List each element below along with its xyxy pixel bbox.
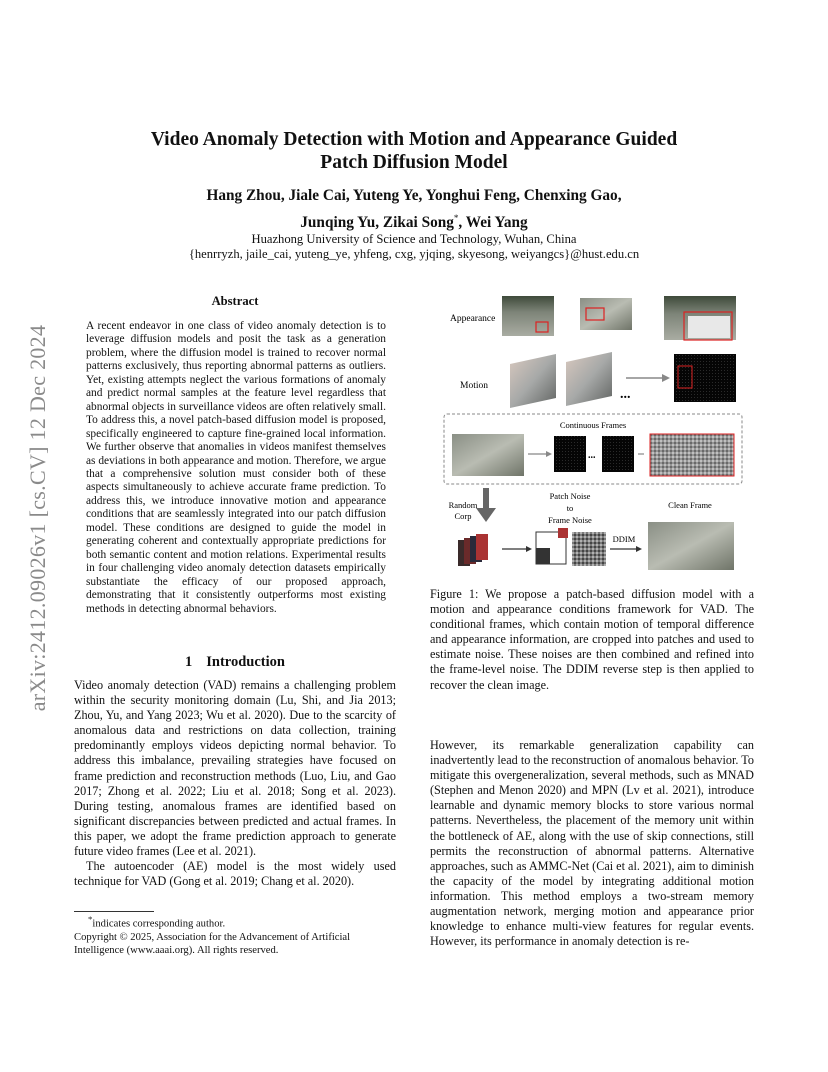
figure-1: [430, 286, 754, 582]
footnote-rule: [74, 911, 154, 912]
patch-grid-dark: [536, 548, 550, 564]
random-crop-label-1: Random: [448, 500, 478, 510]
author-list: [0, 185, 828, 234]
random-crop-label-2: Corp: [454, 511, 472, 521]
motion-ellipsis: ...: [620, 387, 631, 402]
appearance-frame-2: [580, 298, 632, 330]
motion-frame-1: [510, 354, 556, 408]
car-object: [688, 316, 730, 338]
figure-1-diagram: [430, 286, 754, 582]
patch-noise-label-2: to: [566, 503, 574, 513]
cf-arrowhead-1: [546, 451, 552, 457]
patch-4: [476, 534, 488, 560]
arxiv-identifier: arXiv:2412.09026v1 [cs.CV] 12 Dec 2024: [25, 324, 50, 712]
motion-label: Motion: [460, 381, 488, 391]
appearance-label: Appearance: [450, 314, 496, 324]
continuous-frame-motion-2: [602, 436, 634, 472]
authors-line-1: Hang Zhou, Jiale Cai, Yuteng Ye, Yonghui Feng, Chenxing Gao,: [206, 187, 622, 204]
emails: {henrryzh, jaile_cai, yuteng_ye, yhfeng, cxg, yjqing, skyesong, weiyangcs}@hust.edu.cn: [188, 247, 640, 261]
arxiv-sidebar: [18, 283, 58, 753]
cf-ellipsis: ...: [588, 450, 596, 461]
continuous-frame-motion-1: [554, 436, 586, 472]
affiliation-block: [0, 232, 828, 262]
intro-paragraph-1: Video anomaly detection (VAD) remains a challenging problem within the security monitoring domain (Lu, Shi, and Jia 2013; Zhou, Yu, and Yang 2023; Wu et al. 2020). Due to the scarcity of anomalous data and restrictions on data collection, training predominantly employs videos depicting normal behavior. To address this imbalance, prevailing strategies have focused on frame prediction and reconstruction methods (Luo, Liu, and Gao 2017; Zhong et al. 2022; Liu et al. 2018; Song et al. 2023). During testing, anomalous frames are identified based on significant discrepancies between predicted and actual frames. In this paper, we adopt the frame prediction approach to generate future video frames (Lee et al. 2021).: [74, 678, 396, 859]
motion-map: [674, 354, 736, 402]
section-number: 1: [185, 654, 193, 670]
motion-frame-2: [566, 352, 612, 406]
figure-caption: Figure 1: We propose a patch-based diffusion model with a motion and appearance conditions framework for VAD. The conditional frames, which contain motion of temporal difference and appearance information, are cropped into patches and used to estimate noise. These noises are then combined and refined into the frame-level noise. The DDIM reverse step is then applied to recover the clean image.: [430, 587, 754, 692]
noisy-frame: [650, 434, 734, 476]
continuous-frames-label: Continuous Frames: [559, 420, 627, 430]
section-title: Introduction: [206, 654, 285, 670]
clean-frame-label: Clean Frame: [668, 500, 712, 510]
footnote-corresponding: *indicates corresponding author.: [88, 914, 226, 930]
patch-arrowhead: [526, 546, 532, 552]
clean-frame: [648, 522, 734, 570]
patch-grid-red: [558, 528, 568, 538]
title-line-2: Patch Diffusion Model: [320, 152, 508, 173]
down-arrow-head: [476, 508, 496, 522]
down-arrow-shaft: [483, 488, 489, 510]
section-heading: [74, 654, 396, 671]
title-line-1: Video Anomaly Detection with Motion and Appearance Guided: [150, 129, 678, 150]
frame-noise: [572, 532, 606, 566]
intro-paragraph-2: The autoencoder (AE) model is the most widely used technique for VAD (Gong et al. 2019; Chang et al. 2020).: [74, 859, 396, 889]
patch-noise-label-3: Frame Noise: [548, 515, 592, 525]
ddim-arrowhead: [636, 546, 642, 552]
motion-arrowhead: [662, 374, 670, 382]
patch-noise-label-1: Patch Noise: [549, 491, 591, 501]
abstract-heading: Abstract: [211, 294, 259, 308]
corresponding-mark: *: [453, 213, 459, 223]
appearance-frame-1: [502, 296, 554, 336]
abstract-body: A recent endeavor in one class of video anomaly detection is to leverage diffusion models and posit the task as a generation problem, where the diffusion model is trained to recover normal patterns exclusively, thus reporting abnormal patterns as outliers. Yet, existing attempts neglect the various formations of anomaly and predict normal samples at the feature level regardless that abnormal objects in surveillance videos are often relatively small. To address this, a novel patch-based diffusion model is proposed, specifically engineered to capture fine-grained local information. We further observe that anomalies in videos manifest themselves as deviations in both appearance and motion. Therefore, we argue that a comprehensive solution must consider both of these aspects simultaneously to achieve accurate frame prediction. To address this, we introduce innovative motion and appearance conditions that are seamlessly integrated into our patch diffusion model. These conditions are designed to guide the model in generating coherent and contextually appropriate predictions for both semantic content and motion relations. Experimental results in four challenging video anomaly detection datasets empirically substantiate the efficacy of our proposed approach, demonstrating that it consistently outperforms most existing methods in detecting abnormal behaviors.: [86, 320, 386, 615]
intro-left-column: [74, 678, 396, 889]
intro-right-column: However, its remarkable generalization capability can inadvertently lead to the reconstruction of anomalous behavior. To mitigate this overgeneralization, several methods, such as MNAD (Stephen and Menon 2020) and MPN (Lv et al. 2021), introduce learnable and dynamic memory blocks to store various normal patterns. Nevertheless, the placement of the memory unit within the bottleneck of AE, along with the use of skip connections, still permits the reconstruction of abnormal patterns. Alternative approaches, such as AMMC-Net (Cai et al. 2021), aim to diminish the capacity of the model by integrating additional motion information. This method employs a two-stream memory augmentation network, merging motion and appearance prior knowledge to enhance multi-view features for regular events. However, its performance in anomaly detection is re-: [430, 738, 754, 949]
authors-line-2: Junqing Yu, Zikai Song*, Wei Yang: [300, 213, 528, 232]
ddim-label: DDIM: [612, 534, 636, 544]
paper-title: [0, 128, 828, 174]
copyright-notice: Copyright © 2025, Association for the Advancement of Artificial Intelligence (www.aaai.org). All rights reserved.: [74, 931, 351, 956]
affiliation: Huazhong University of Science and Technology, Wuhan, China: [251, 232, 577, 246]
continuous-frame-rgb: [452, 434, 524, 476]
footnotes: [74, 913, 396, 957]
